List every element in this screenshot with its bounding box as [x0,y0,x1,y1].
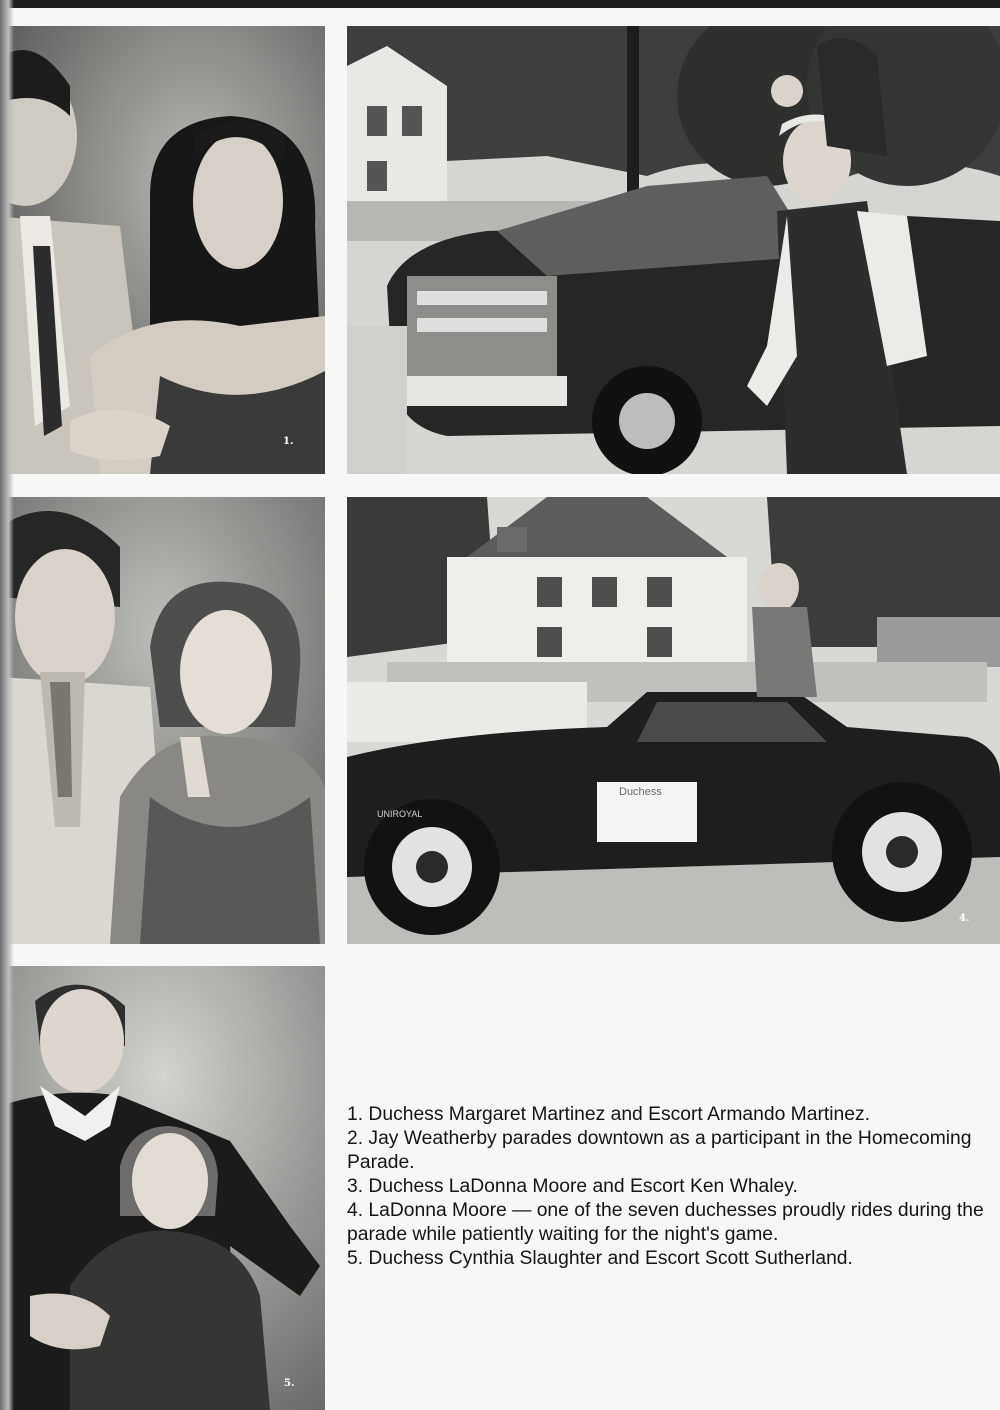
photo-5-image [0,966,325,1410]
photo-3-image [0,497,325,944]
caption-5: 5. Duchess Cynthia Slaughter and Escort Scott Sutherland. [347,1248,853,1269]
photo-4-number: 4. [959,913,970,924]
photo-2-image [347,26,1000,474]
caption-2: 2. Jay Weatherby parades downtown as a participant in the Homecoming Parade. [347,1128,972,1173]
caption-1: 1. Duchess Margaret Martinez and Escort Armando Martinez. [347,1104,870,1125]
photo-5-number: 5. [284,1378,295,1389]
photo-4-parade-car [347,497,1000,944]
caption-3: 3. Duchess LaDonna Moore and Escort Ken Whaley. [347,1176,798,1197]
photo-1-image [0,26,325,474]
caption-4: 4. LaDonna Moore — one of the seven duchesses proudly rides during the parade while patiently waiting for the night's game. [347,1200,984,1245]
caption-block [347,1103,987,1271]
photo-4-image [347,497,1000,944]
photo-1-number: 1. [283,436,294,447]
photo-5-portrait [0,966,325,1410]
photo-2-parade-truck [347,26,1000,474]
tire-brand-text: UNIROYAL [377,809,423,819]
page-top-edge [0,0,1000,8]
photo-3-portrait [0,497,325,944]
car-sign-text: Duchess [619,786,662,798]
photo-1-portrait [0,26,325,474]
binding-gutter-shadow [0,0,14,1410]
